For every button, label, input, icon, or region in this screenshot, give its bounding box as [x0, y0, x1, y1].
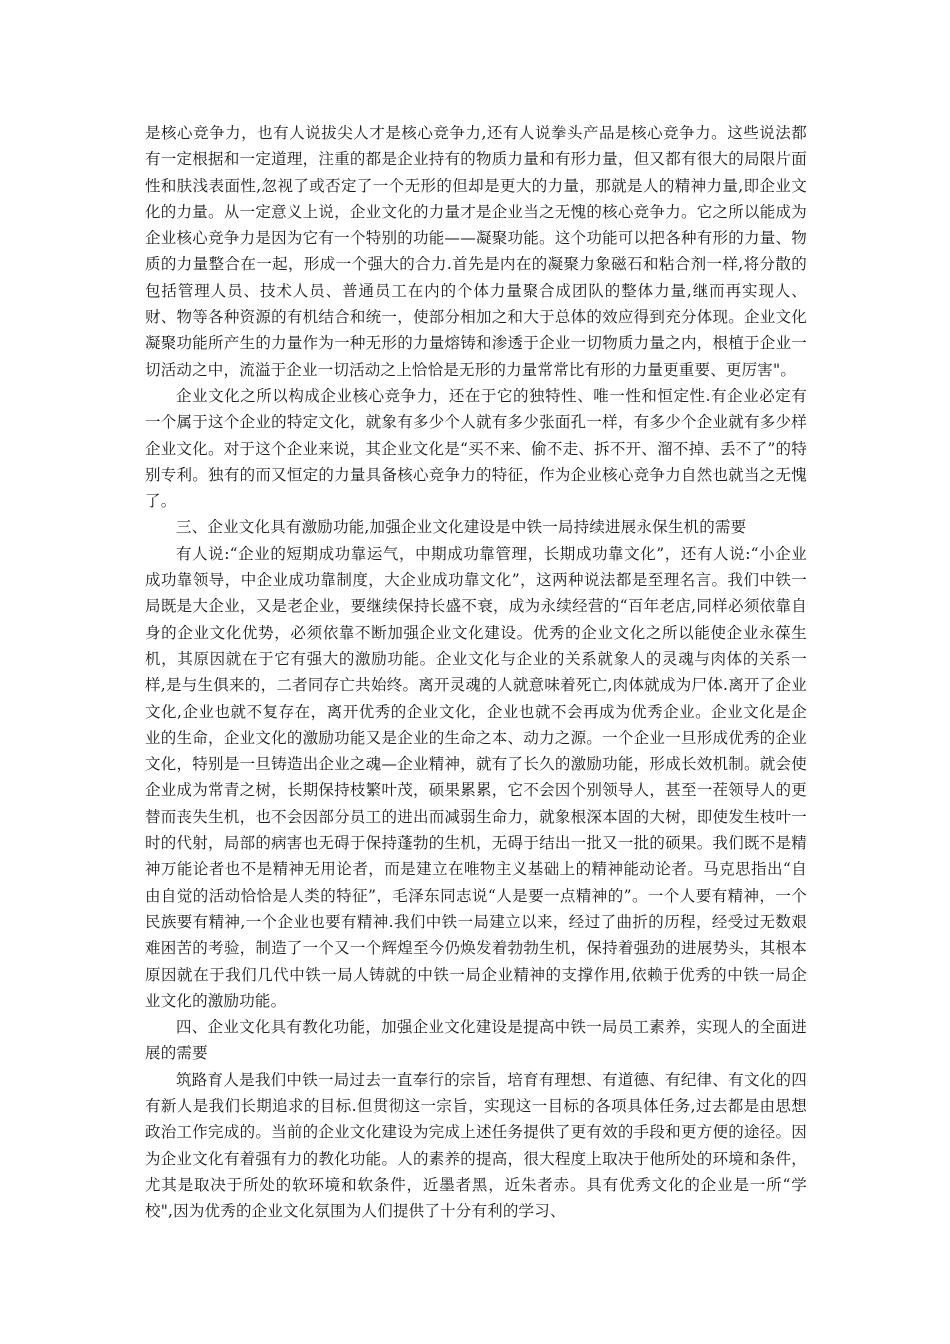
- document-page: [145, 120, 807, 1224]
- paragraph-education-function: 筑路育人是我们中铁一局过去一直奉行的宗旨，培育有理想、有道德、有纪律、有文化的四有新人是我们长期追求的目标.但贯彻这一宗旨，实现这一目标的各项具体任务,过去都是由思想政治工作完成的。当前的企业文化建设为完成上述任务提供了更有效的手段和更方便的途径。因为企业文化有着强有力的教化功能。人的素养的提高，很大程度上取决于他所处的环境和条件，尤其是取决于所处的软环境和软条件，近墨者黑，近朱者赤。具有优秀文化的企业是一所“学校",因为优秀的企业文化氛围为人们提供了十分有利的学习、: [145, 1070, 807, 1221]
- section-heading-incentive: 三、企业文化具有激励功能,加强企业文化建设是中铁一局持续进展永保生机的需要: [176, 518, 747, 537]
- section-heading-education: 四、企业文化具有教化功能，加强企业文化建设是提高中铁一局员工素养，实现人的全面进展的需要: [145, 1018, 807, 1063]
- paragraph-uniqueness: 企业文化之所以构成企业核心竞争力，还在于它的独特性、唯一性和恒定性.有企业必定有一个属于这个企业的特定文化，就象有多少个人就有多少张面孔一样，有多少个企业就有多少样企业文化。对于这个企业来说，其企业文化是“买不来、偷不走、拆不开、溜不掉、丢不了”的特别专利。独有的而又恒定的力量具备核心竞争力的特征，作为企业核心竞争力自然也就当之无愧了。: [145, 386, 807, 511]
- paragraph-incentive-function: 有人说:“企业的短期成功靠运气，中期成功靠管理，长期成功靠文化”，还有人说:“小企业成功靠领导，中企业成功靠制度，大企业成功靠文化”，这两种说法都是至理名言。我们中铁一局既是大企业，又是老企业，要继续保持长盛不衰，成为永续经营的“百年老店,同样必须依靠自身的企业文化优势，必须依靠不断加强企业文化建设。优秀的企业文化之所以能使企业永葆生机，其原因就在于它有强大的激励功能。企业文化与企业的关系就象人的灵魂与肉体的关系一样,是与生俱来的，二者同存亡共始终。离开灵魂的人就意味着死亡,肉体就成为尸体.离开了企业文化,企业也就不复存在，离开优秀的企业文化，企业也就不会再成为优秀企业。企业文化是企业的生命，企业文化的激励功能又是企业的生命之本、动力之源。一个企业一旦形成优秀的企业文化，特别是一旦铸造出企业之魂—企业精神，就有了长久的激励功能，形成长效机制。就会使企业成为常青之树，长期保持枝繁叶茂，硕果累累，它不会因个别领导人，甚至一茬领导人的更替而丧失生机，也不会因部分员工的进出而减弱生命力，就象根深本固的大树，即使发生枝叶一时的代射，局部的病害也无碍于保持蓬勃的生机，无碍于结出一批又一批的硕果。我们既不是精神万能论者也不是精神无用论者，而是建立在唯物主义基础上的精神能动论者。马克思指出“自由自觉的活动恰恰是人类的特征”，毛泽东同志说“人是要一点精神的”。一个人要有精神，一个民族要有精神,一个企业也要有精神.我们中铁一局建立以来，经过了曲折的历程，经受过无数艰难困苦的考验，制造了一个又一个辉煌至今仍焕发着勃勃生机，保持着强劲的进展势头，其根本原因就在于我们几代中铁一局人铸就的中铁一局企业精神的支撑作用,依赖于优秀的中铁一局企业文化的激励功能。: [145, 544, 807, 1010]
- paragraph-core-competitiveness: 是核心竞争力，也有人说拔尖人才是核心竞争力,还有人说拳头产品是核心竞争力。这些说法都有一定根据和一定道理，注重的都是企业持有的物质力量和有形力量，但又都有很大的局限片面性和肤浅表面性,忽视了或否定了一个无形的但却是更大的力量，那就是人的精神力量,即企业文化的力量。从一定意义上说，企业文化的力量才是企业当之无愧的核心竞争力。它之所以能成为企业核心竞争力是因为它有一个特别的功能——凝聚功能。这个功能可以把各种有形的力量、物质的力量整合在一起，形成一个强大的合力.首先是内在的凝聚力象磁石和粘合剂一样,将分散的包括管理人员、技术人员、普通员工在内的个体力量聚合成团队的整体力量,继而再实现人、财、物等各种资源的有机结合和统一，使部分相加之和大于总体的效应得到充分体现。企业文化凝聚功能所产生的力量作为一种无形的力量熔铸和渗透于企业一切物质力量之内，根植于企业一切活动之中，流溢于企业一切活动之上恰恰是无形的力量常常比有形的力量更重要、更厉害"。: [145, 124, 807, 379]
